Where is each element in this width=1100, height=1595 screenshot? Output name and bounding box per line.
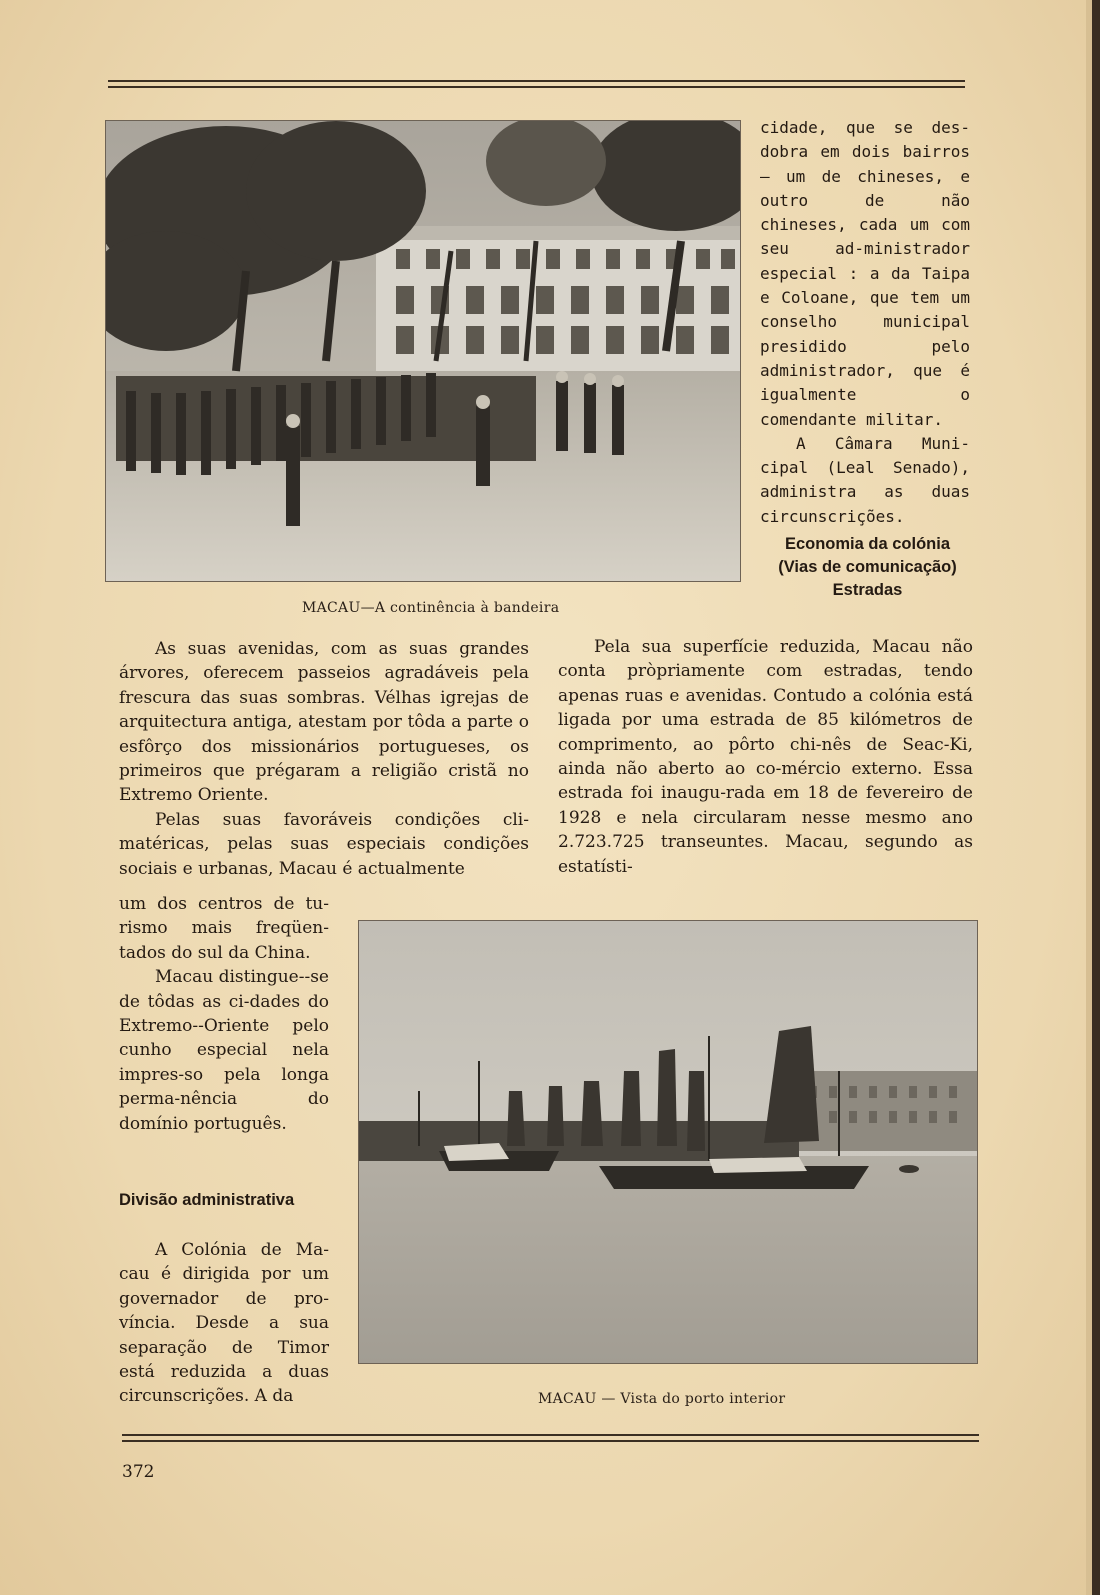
text-column-narrow <box>119 892 329 1136</box>
text-column-left <box>119 637 529 881</box>
paragraph: Pela sua superfície reduzida, Macau não conta pròpriamente com estradas, tendo apenas ruas e avenidas. Contudo a colónia está ligada por uma estrada de 85 kilómetros de comprimento, ao pôrto chi-nês de Seac-Ki, ainda não aberto ao co-mércio externo. Essa estrada foi inaugu-rada em 18 de fevereiro de 1928 e nela circularam nesse mesmo ano 2.723.725 transeuntes. Macau, segundo as estatísti- <box>558 637 973 877</box>
section-heading-economia <box>760 533 975 602</box>
text-column-right-top <box>760 116 970 529</box>
figure-caption: MACAU — Vista do porto interior <box>538 1391 786 1407</box>
photo-flag-salute-image <box>106 121 740 581</box>
section-heading-divisao: Divisão administrativa <box>119 1191 295 1209</box>
paragraph: Pelas suas favoráveis condições cli-matéricas, pelas suas especiais condições sociais e urbanas, Macau é actualmente <box>119 809 529 879</box>
photo-inner-harbor-image <box>359 921 977 1363</box>
bottom-double-rule <box>122 1434 979 1442</box>
photo-inner-harbor <box>358 920 978 1364</box>
heading-line: Economia da colónia <box>784 535 951 553</box>
heading-line: (Vias de comunicação) <box>778 558 957 576</box>
page-number: 372 <box>122 1462 155 1482</box>
text-column-right <box>558 635 973 879</box>
photo-flag-salute <box>105 120 741 582</box>
figure-caption: MACAU—A continência à bandeira <box>302 600 560 616</box>
top-double-rule <box>108 80 965 88</box>
paragraph: um dos centros de tu-rismo mais freqüen-tados do sul da China. <box>119 894 329 963</box>
paragraph: A Câmara Muni-cipal (Leal Senado), administra as duas circunscrições. <box>760 433 970 526</box>
paragraph: A Colónia de Ma-cau é dirigida por um governador de pro-víncia. Desde a sua separação de Timor está reduzida a duas circunscrições. A da <box>119 1240 329 1407</box>
heading-line: Estradas <box>832 581 903 599</box>
paragraph: Macau distingue--se de tôdas as ci-dades do Extremo--Oriente pelo cunho especial nela impres-so pela longa perma-nência do domínio português. <box>119 967 329 1134</box>
paragraph: As suas avenidas, com as suas grandes árvores, oferecem passeios agradáveis pela frescura das suas sombras. Vélhas igrejas de arquitectura antiga, atestam por tôda a parte o esfôrço dos missionários portugueses, os primeiros que prégaram a religião cristã no Extremo Oriente. <box>119 639 529 806</box>
book-spine <box>1092 0 1100 1595</box>
paragraph: cidade, que se des-dobra em dois bairros — um de chineses, e outro de não chineses, cada um com seu ad-ministrador especial : a da Taipa e Coloane, que tem um conselho municipal presidido pelo administrador, que é igualmente o comendante militar. <box>760 118 970 429</box>
text-column-divisao <box>119 1238 329 1409</box>
